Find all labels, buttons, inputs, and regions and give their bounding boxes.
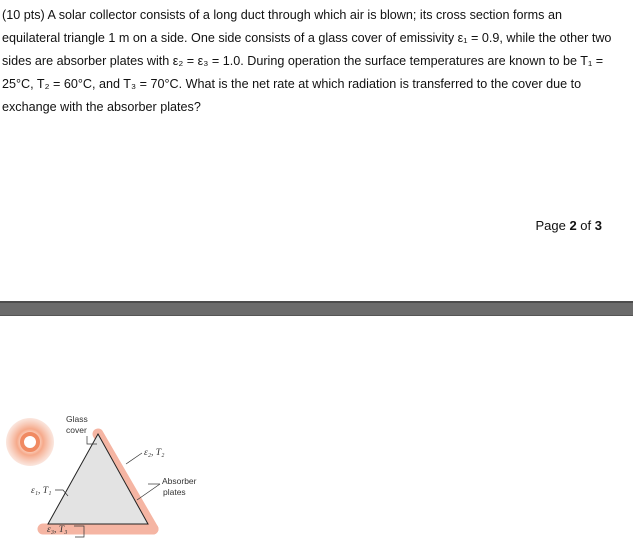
duct-triangle [48,434,148,524]
surface3-label: ε₃, T₃ [47,525,68,535]
surface2-label: ε₂, T₂ [144,448,165,458]
page-separator [0,301,633,316]
sun-icon [22,434,38,450]
page-indicator [535,218,602,233]
surface1-label: ε₁, T₁ [31,486,52,496]
absorber-label-2: plates [163,487,186,497]
absorber-label: Absorber [162,476,197,486]
page-of: of [576,218,595,233]
page-prefix: Page [535,218,570,233]
glass-cover-label-2: cover [66,425,87,435]
solar-collector-figure [0,400,240,550]
surface2-leader [126,453,142,464]
problem-statement: (10 pts) A solar collector consists of a long duct through which air is blown; its cross section forms an equilateral triangle 1 m on a side. One side consists of a glass cover of emissivity ε₁ = 0.9, while the other two sides are absorber plates with ε₂ = ε₃ = 1.0. During operation the surface temperatures are known to be T₁ = 25°C, T₂ = 60°C, and T₃ = 70°C. What is the net rate at which radiation is transferred to the cover due to exchange with the absorber plates? [2,8,612,114]
glass-cover-label: Glass [66,414,88,424]
absorber-leader-2 [137,484,160,500]
page-total: 3 [594,218,602,233]
page-current: 2 [569,218,577,233]
